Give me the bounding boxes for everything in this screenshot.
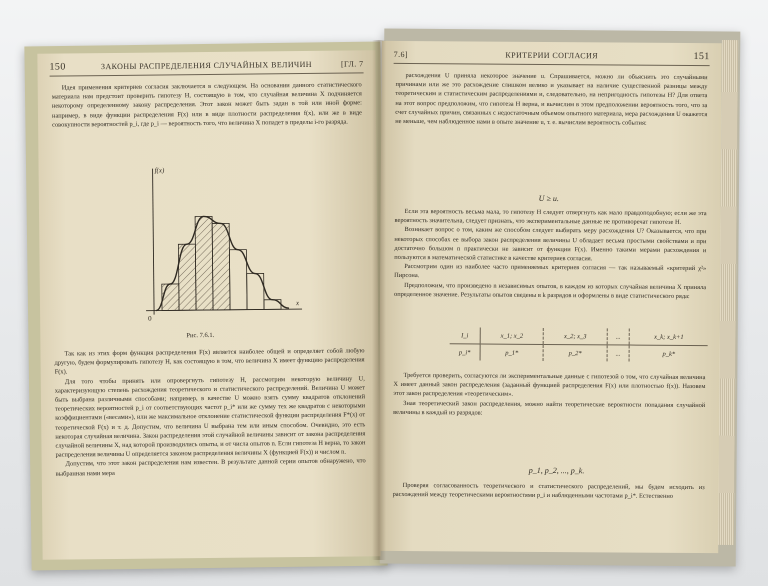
right-section-tag: 7.6] [393, 49, 408, 60]
table-cell: ... [607, 328, 630, 345]
x-axis-label: x [295, 299, 300, 308]
origin-label: 0 [148, 314, 152, 323]
table-cell: p_1* [480, 344, 543, 361]
histogram-bar [162, 284, 179, 311]
left-running-title: ЗАКОНЫ РАСПРЕДЕЛЕНИЯ СЛУЧАЙНЫХ ВЕЛИЧИН [100, 59, 313, 72]
table-cell: x_1; x_2 [480, 328, 543, 345]
paragraph: Допустим, что этот закон распределения нам известен. В результате данной серии опытов обнаружено, что выбранная нами мера [55, 457, 366, 478]
left-text-top [52, 80, 362, 129]
right-page [378, 41, 722, 553]
table-cell: ... [607, 345, 630, 362]
right-text-mid [394, 207, 707, 301]
book-gutter [372, 40, 386, 560]
table-row [450, 344, 708, 362]
right-page-number: 151 [693, 50, 710, 63]
right-text-lower [393, 371, 705, 419]
right-text-top [395, 71, 707, 128]
figure-caption: Рис. 7.6.1. [186, 331, 215, 340]
table-row [450, 327, 708, 345]
paragraph: Если эта вероятность весьма мала, то гипотезу H следует отвергнуть как мало правдоподобную; если же эта вероятность значительна, следует признать, что экспериментальные данные не противоречат гипотезе H. [394, 207, 707, 227]
histogram-bar [229, 250, 247, 310]
y-axis [153, 169, 155, 315]
statistical-series-table [450, 327, 708, 362]
right-text-bottom [393, 481, 705, 502]
paragraph: Для того чтобы принять или опровергнуть гипотезу H, рассмотрим некоторую величину U, характеризующую степень расхождения теоретического и статистического распределений. Величина U может быть выбрана различными способами; например, в качестве U можно взять сумму квадратов отклонений теоретических вероятностей p_i от соответствующих частот p_i* или же сумму тех же квадратов с некоторыми коэффициентами («весами»), или же максимальное отклонение статистической функции распределения F*(x) от теоретической F(x) и т. д. Допустим, что величина U выбрана тем или иным способом. Очевидно, это есть некоторая случайная величина. Закон распределения этой случайной величины зависит от закона распределения случайной величины X, над которой производились опыты, и от числа опытов n. Если гипотеза H верна, то закон распределения величины U определяется законом распределения величины X (функцией F(x)) и числом n. [54, 374, 366, 459]
table-cell: p_i* [450, 344, 481, 361]
paragraph: Рассмотрим один из наиболее часто применяемых критериев согласия — так называемый «критерий χ²» Пирсона. [394, 263, 707, 280]
left-text-bottom [54, 346, 365, 478]
paragraph: Идея применения критериев согласия заключается в следующем. На основании данного статистического материала нам предстоит проверить гипотезу H, состоящую в том, что случайная величина X подчиняется некоторому определенному закону распределения. Этот закон может быть задан в той или иной форме: например, в виде функции распределения F(x) или в виде плотности распределения f(x), или же в виде совокупности вероятностей p_i, где p_i — вероятность того, что величина X попадет в пределы i-го разряда. [51, 81, 363, 129]
formula-probabilities: p_1, p_2, ..., p_k. [528, 465, 585, 476]
histogram-bar [212, 223, 230, 310]
paragraph: Так как из этих форм функция распределения F(x) является наиболее общей и определяет собой любую другую, будем формулировать гипотезу H, как состоящую в том, что величина X имеет функцию распределения F(x). [54, 347, 365, 377]
paragraph: Проверяя согласованность теоретического и статистического распределений, мы будем исходить из расхождений между теоретическими вероятностями p_i и наблюденными частотами p_i*. Естественно [392, 481, 705, 501]
right-running-title: КРИТЕРИИ СОГЛАСИЯ [505, 50, 598, 61]
histogram-bar [195, 216, 213, 310]
left-page-number: 150 [49, 61, 66, 73]
paragraph: Требуется проверить, согласуются ли экспериментальные данные с гипотезой о том, что случайная величина X имеет данный закон распределения (заданный функцией распределения F(x) или плотностью f(x)). Назовем этот закон распределения «теоретическим». [393, 371, 706, 399]
table-cell: x_2; x_3 [544, 328, 607, 345]
table-cell: x_k; x_k+1 [630, 329, 708, 346]
table-cell: I_i [450, 327, 481, 344]
paragraph: Зная теоретический закон распределения, можно найти теоретические вероятности попадания случайной величины в каждый из разрядов: [393, 399, 706, 417]
paragraph: Возникает вопрос о том, каким же способом следует выбирать меру расхождения U? Оказывается, что при некоторых способах ее выбора закон распределения величины U обладает весьма простыми свойствами и при достаточно большом n практически не зависит от функции F(x). Именно такими мерами расхождения и пользуются в математической статистике в качестве критериев согласия. [394, 226, 707, 263]
paragraph: расхождения U приняла некоторое значение u. Спрашивается, можно ли объяснить это случайными причинами или же это расхождение слишком велико и указывает на наличие существенной разницы между теоретическим и статистическим распределениями и, следовательно, на непригодность гипотезы H? Для ответа на этот вопрос предположим, что гипотеза H верна, и вычислим в этом предположении вероятность того, что за счет случайных причин, связанных с недостаточным объемом опытного материала, мера расхождения U окажется не меньше, чем наблюденное нами в опыте значение u, т. е. вычислим вероятность события: [395, 71, 708, 127]
left-chapter-tag: [ГЛ. 7 [340, 59, 364, 69]
table-cell: p_2* [543, 344, 606, 361]
left-page [37, 50, 380, 560]
histogram-figure [124, 159, 306, 333]
y-axis-label: f(x) [154, 166, 165, 175]
table-cell: p_k* [662, 350, 676, 358]
paragraph: Предположим, что произведено n независимых опытов, в каждом из которых случайная величина X приняла определенное значение. Результаты опытов сведены в k разрядов и оформлены в виде статистического ряда: [393, 281, 707, 300]
formula-event: U ≥ u. [538, 193, 559, 204]
